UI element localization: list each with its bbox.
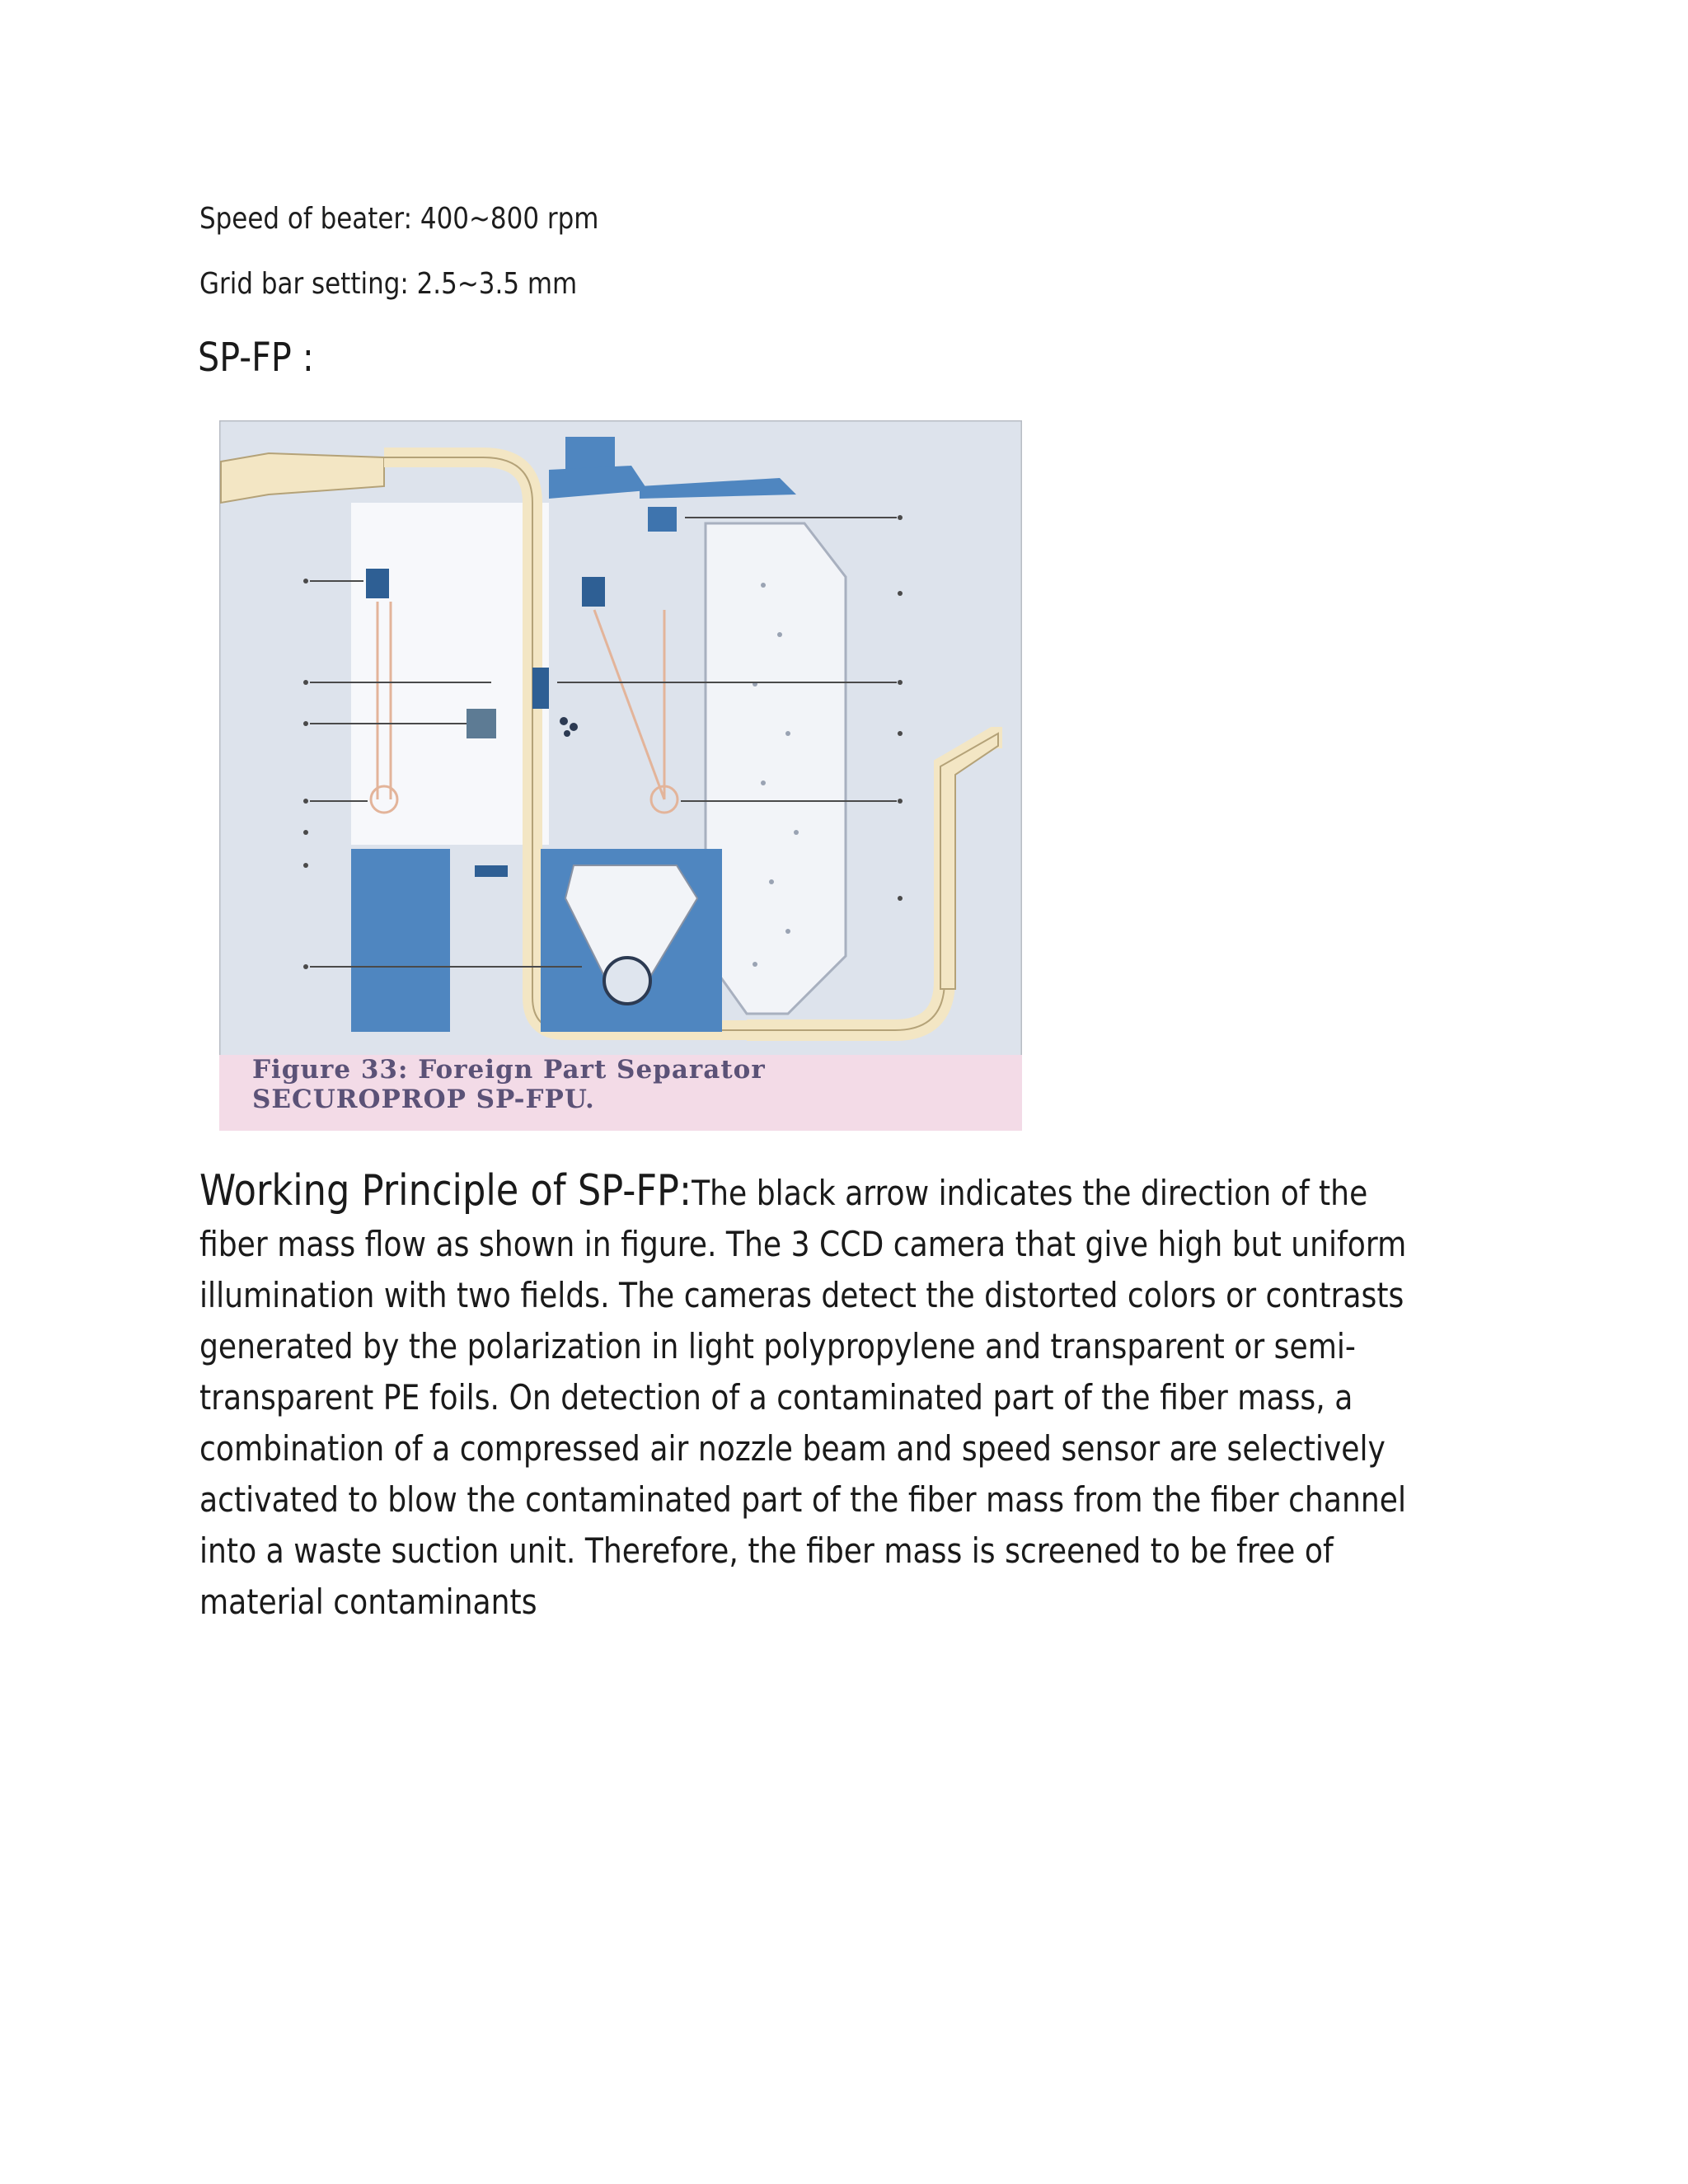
separator-figure: [219, 420, 1022, 1131]
paragraph-line: transparent PE foils. On detection of a contaminated part of the fiber mass, a: [199, 1377, 1353, 1418]
figure-caption-line1: Figure 33: Foreign Part Separator: [252, 1055, 766, 1085]
separator-diagram: [219, 420, 1022, 1131]
paragraph-line: [199, 1165, 1368, 1219]
paragraph-heading: Working Principle of SP-FP:: [199, 1166, 692, 1216]
paragraph-text: The black arrow indicates the direction of the: [692, 1173, 1368, 1213]
paragraph-line: illumination with two fields. The cameras detect the distorted colors or contrasts: [199, 1275, 1404, 1315]
beater-speed-spec: Speed of beater: 400~800 rpm: [199, 202, 599, 236]
paragraph-line: activated to blow the contaminated part of the fiber mass from the fiber channel: [199, 1479, 1407, 1520]
paragraph-line: material contaminants: [199, 1582, 537, 1622]
section-heading: SP-FP :: [198, 335, 314, 381]
figure-caption-line2: SECUROPROP SP-FPU.: [252, 1085, 595, 1114]
paragraph-line: into a waste suction unit. Therefore, the fiber mass is screened to be free of: [199, 1530, 1334, 1571]
figure-caption: [252, 1055, 766, 1114]
grid-bar-spec: Grid bar setting: 2.5~3.5 mm: [199, 267, 578, 301]
paragraph-line: combination of a compressed air nozzle beam and speed sensor are selectively: [199, 1428, 1386, 1469]
paragraph-line: fiber mass flow as shown in figure. The 3 CCD camera that give high but uniform: [199, 1224, 1407, 1264]
working-principle-paragraph: [199, 1165, 1407, 1628]
paragraph-line: generated by the polarization in light polypropylene and transparent or semi-: [199, 1326, 1356, 1366]
